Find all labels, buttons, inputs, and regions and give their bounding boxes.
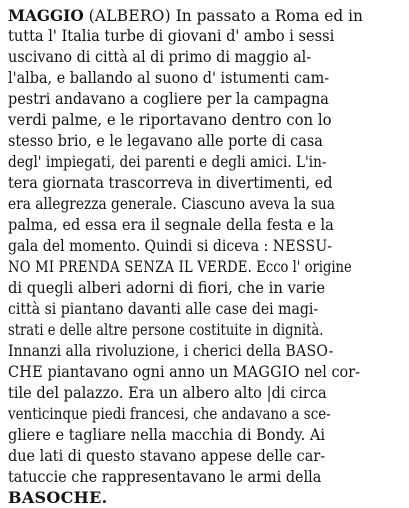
- line-text: nel cor-: [304, 362, 360, 381]
- text-line-21: [8, 425, 325, 445]
- small-caps-text: BASOCHE.: [8, 488, 108, 507]
- text-line-7: [8, 131, 323, 151]
- text-line-13: [8, 257, 352, 277]
- text-line-20: [8, 404, 331, 424]
- line-text: uscivano di città al di primo di maggio al-: [8, 47, 312, 66]
- line-text: Ecco l' origine: [256, 257, 352, 276]
- text-line-18: [8, 362, 360, 382]
- text-line-4: [8, 68, 329, 88]
- text-line-16: [8, 320, 323, 340]
- text-line-3: [8, 47, 311, 67]
- line-text: palma, ed essa era il segnale della festa e la: [8, 215, 334, 234]
- line-text: piantavano ogni anno un: [47, 362, 229, 381]
- text-line-15: [8, 299, 318, 319]
- text-line-14: [8, 278, 325, 298]
- text-line-9: [8, 173, 332, 193]
- dictionary-entry: [8, 4, 400, 507]
- text-line-19: [8, 383, 327, 403]
- text-line-6: [8, 110, 332, 130]
- text-line-5: [8, 89, 329, 109]
- small-caps-text: NO MI PRENDA SENZA IL VERDE.: [8, 257, 253, 276]
- line-text: di quegli alberi adorni di fiori, che in varie: [8, 278, 326, 297]
- small-caps-text: MAGGIO: [232, 362, 300, 381]
- line-text: Innanzi alla rivoluzione, i cherici della: [8, 341, 281, 360]
- line-text: gliere e tagliare nella macchia di Bondy. Ai: [8, 425, 325, 444]
- line-text: stesso brio, e le legavano alle porte di casa: [8, 131, 323, 150]
- line-text: degl' impiegati, dei parenti e degli amici. L'in-: [8, 152, 327, 171]
- line-text: città si piantano davanti alle case dei magi-: [8, 299, 319, 318]
- text-line-8: [8, 152, 326, 172]
- text-line-24: [8, 488, 107, 508]
- line-text: gala del momento. Quindi si diceva :: [8, 236, 269, 255]
- line-text: venticinque piedi francesi, che andavano a sce-: [8, 404, 331, 423]
- part-of-speech: (ALBERO): [88, 6, 171, 25]
- line-text: tatuccie che rappresentavano le armi della: [8, 467, 322, 486]
- text-line-11: [8, 215, 334, 235]
- text-line-22: [8, 446, 325, 466]
- small-caps-text: BASO-: [285, 341, 334, 360]
- small-caps-text: NESSU-: [272, 236, 333, 255]
- text-line-17: [8, 341, 334, 361]
- text-line-10: [8, 194, 335, 214]
- line-text: due lati di questo stavano appese delle car-: [8, 446, 326, 465]
- line-text: tutta l' Italia turbe di giovani d' ambo i sessi: [8, 26, 335, 45]
- line-text: tera giornata trascorreva in divertimenti, ed: [8, 173, 333, 192]
- text-line-23: [8, 467, 321, 487]
- line-text: pestri andavano a cogliere per la campagna: [8, 89, 329, 108]
- text-line-1: [8, 6, 363, 26]
- line-text: tile del palazzo. Era un albero alto |di circa: [8, 383, 327, 402]
- line-text: strati e delle altre persone costituite in dignità.: [8, 320, 324, 339]
- small-caps-text: CHE: [8, 362, 43, 381]
- text-line-12: [8, 236, 332, 256]
- headword: MAGGIO: [8, 6, 84, 25]
- line-text: In passato a Roma ed in: [175, 6, 363, 25]
- line-text: l'alba, e ballando al suono d' istumenti cam-: [8, 68, 330, 87]
- line-text: verdi palme, e le riportavano dentro con lo: [8, 110, 332, 129]
- text-line-2: [8, 26, 334, 46]
- line-text: era allegrezza generale. Ciascuno aveva la sua: [8, 194, 335, 213]
